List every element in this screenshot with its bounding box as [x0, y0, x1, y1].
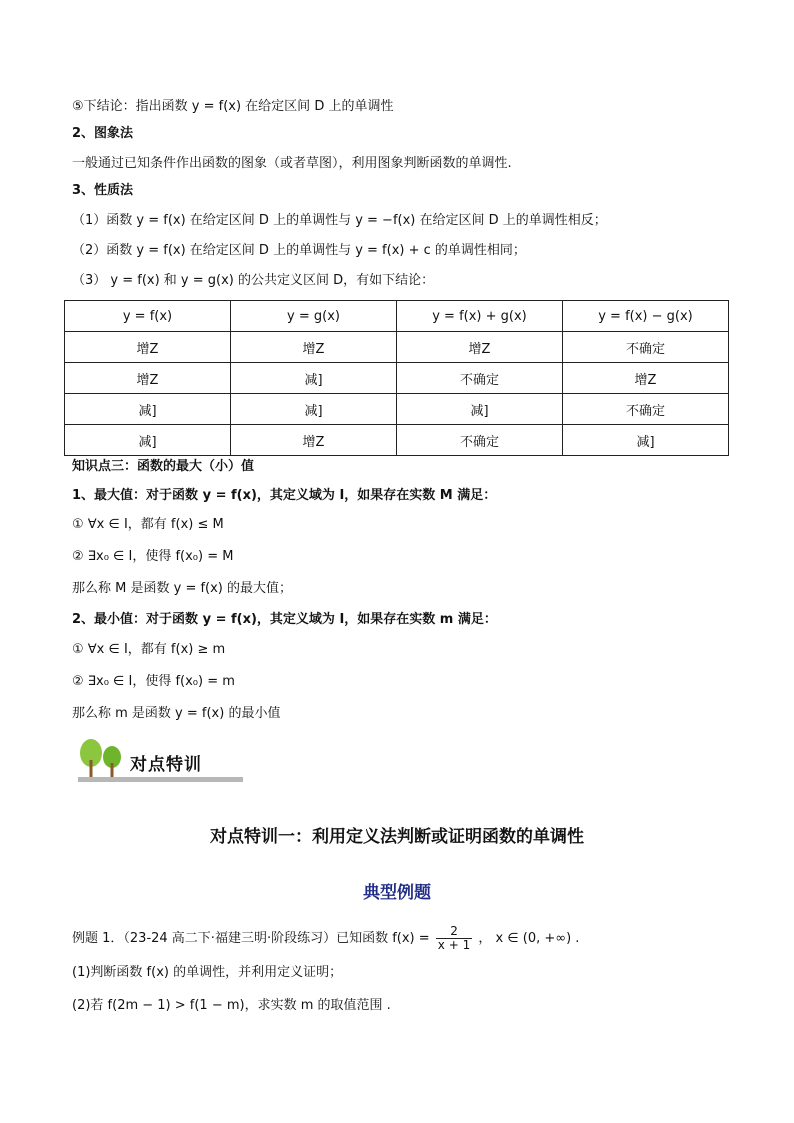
- fraction: [436, 925, 472, 952]
- table-cell: 减]: [563, 425, 729, 456]
- property-method-heading: 3、性质法: [72, 183, 134, 198]
- property-item-2: （2）函数 y = f(x) 在给定区间 D 上的单调性与 y = f(x) + c 的单调性相同；: [72, 243, 526, 258]
- property-item-1: （1）函数 y = f(x) 在给定区间 D 上的单调性与 y = −f(x) 在给定区间 D 上的单调性相反；: [72, 213, 607, 228]
- table-cell: 增Z: [231, 425, 397, 456]
- min-condition-2: ② ∃x₀ ∈ I，使得 f(x₀) = m: [72, 674, 235, 689]
- table-header-cell: y = f(x) + g(x): [397, 301, 563, 332]
- monotonicity-table: [64, 300, 729, 456]
- example-domain: ， x ∈ (0, +∞) .: [478, 931, 580, 946]
- min-condition-1: ① ∀x ∈ I，都有 f(x) ≥ m: [72, 642, 226, 657]
- banner-underline: [78, 777, 243, 782]
- max-conclusion: 那么称 M 是函数 y = f(x) 的最大值；: [72, 581, 293, 596]
- table-cell: 减]: [231, 363, 397, 394]
- tree-icon: [78, 738, 126, 780]
- section-banner: [78, 738, 243, 784]
- max-definition: [72, 486, 496, 506]
- table-cell: 不确定: [397, 363, 563, 394]
- table-cell: 增Z: [65, 363, 231, 394]
- table-cell: 增Z: [397, 332, 563, 363]
- max-condition-2: ② ∃x₀ ∈ I，使得 f(x₀) = M: [72, 549, 234, 564]
- graph-method-text: 一般通过已知条件作出函数的图象（或者草图），利用图象判断函数的单调性.: [72, 156, 512, 171]
- banner-label: 对点特训: [130, 755, 202, 775]
- fraction-denominator: x + 1: [437, 938, 471, 952]
- example-1-statement: [72, 925, 579, 953]
- table-cell: 减]: [65, 425, 231, 456]
- table-row: [65, 363, 729, 394]
- section-subtitle: 典型例题: [363, 883, 431, 903]
- table-cell: 减]: [231, 394, 397, 425]
- min-conclusion: 那么称 m 是函数 y = f(x) 的最小值: [72, 706, 281, 721]
- question-2: (2)若 f(2m − 1) > f(1 − m)，求实数 m 的取值范围 .: [72, 998, 391, 1013]
- table-header-cell: y = g(x): [231, 301, 397, 332]
- table-cell: 减]: [397, 394, 563, 425]
- min-definition: [72, 610, 497, 630]
- table-row: [65, 425, 729, 456]
- fraction-numerator: 2: [436, 925, 472, 939]
- table-cell: 增Z: [65, 332, 231, 363]
- table-cell: 不确定: [563, 394, 729, 425]
- table-header-cell: y = f(x): [65, 301, 231, 332]
- table-row: [65, 394, 729, 425]
- table-header-cell: y = f(x) − g(x): [563, 301, 729, 332]
- table-cell: 增Z: [563, 363, 729, 394]
- table-row: [65, 332, 729, 363]
- graph-method-heading: 2、图象法: [72, 126, 134, 141]
- property-item-3: （3） y = f(x) 和 y = g(x) 的公共定义区间 D，有如下结论：: [72, 273, 435, 288]
- max-condition-1: ① ∀x ∈ I，都有 f(x) ≤ M: [72, 517, 224, 532]
- question-1: (1)判断函数 f(x) 的单调性，并利用定义证明；: [72, 965, 343, 980]
- table-cell: 增Z: [231, 332, 397, 363]
- example-intro: 例题 1．（23-24 高二下·福建三明·阶段练习）已知函数 f(x) =: [72, 931, 430, 946]
- conclusion-line: ⑤下结论：指出函数 y = f(x) 在给定区间 D 上的单调性: [72, 99, 394, 114]
- table-header-row: [65, 301, 729, 332]
- section-title: 对点特训一：利用定义法判断或证明函数的单调性: [210, 827, 584, 847]
- table-cell: 不确定: [397, 425, 563, 456]
- table-cell: 不确定: [563, 332, 729, 363]
- max-definition-text: 1、最大值：对于函数 y = f(x)，其定义域为 I，如果存在实数 M 满足：: [72, 488, 497, 503]
- extrema-heading: 知识点三：函数的最大（小）值: [72, 459, 255, 474]
- table-cell: 减]: [65, 394, 231, 425]
- min-definition-text: 2、最小值：对于函数 y = f(x)，其定义域为 I，如果存在实数 m 满足：: [72, 612, 497, 627]
